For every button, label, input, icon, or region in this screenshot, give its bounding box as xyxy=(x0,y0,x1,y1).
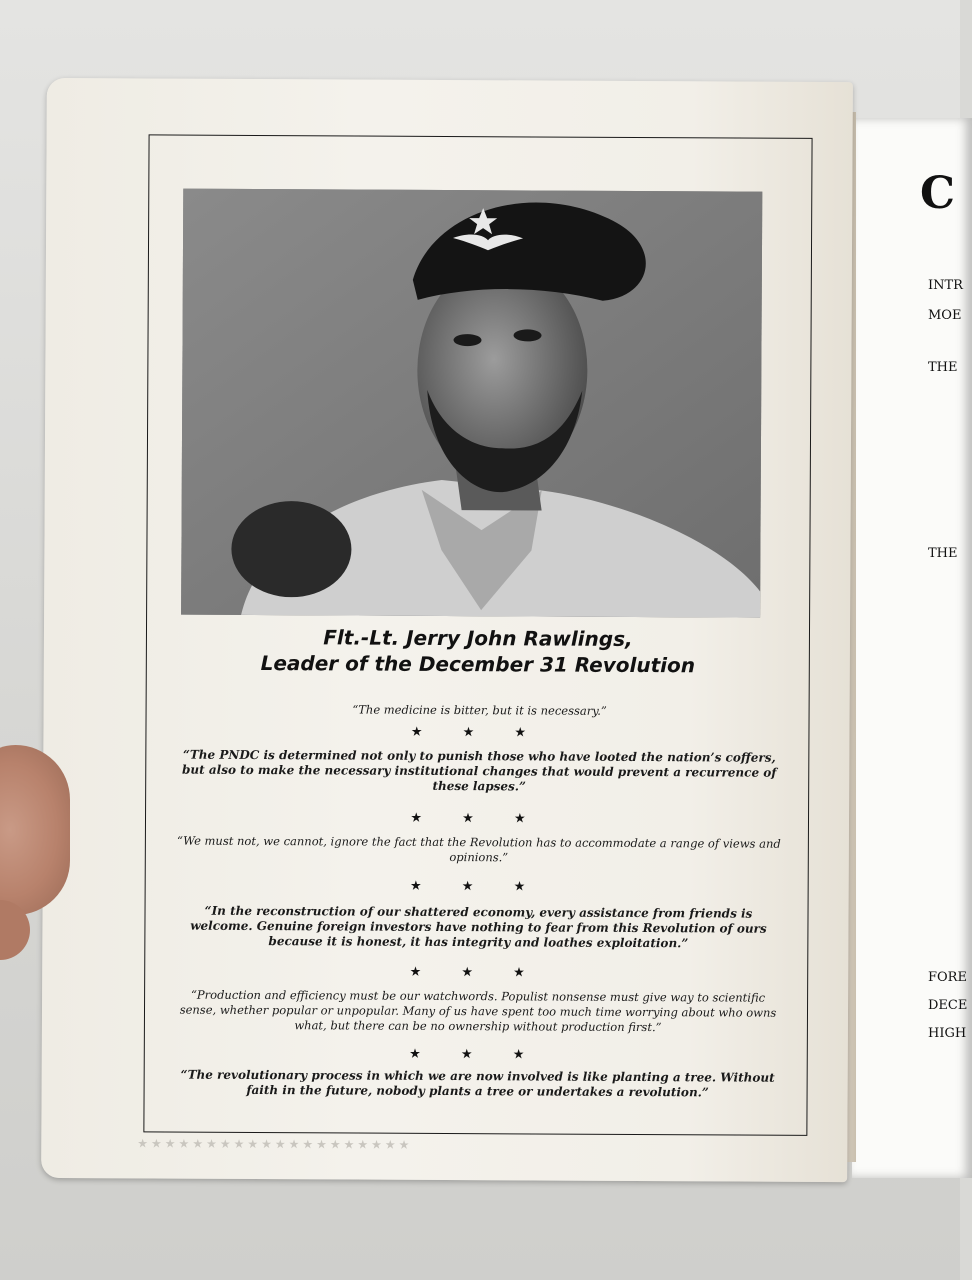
bottom-star-border: ★★★★★★★★★★★★★★★★★★★★ xyxy=(137,1136,413,1152)
caption-line-2: Leader of the December 31 Revolution xyxy=(260,651,696,678)
quote: “The PNDC is determined not only to punish those who have looted the nation’s coffers, but also to make the necessary institutional changes that would prevent a recurrence of these lapses.” xyxy=(182,747,777,794)
toc-item: MOE xyxy=(928,308,962,323)
portrait-illustration xyxy=(181,189,762,618)
portrait-photo xyxy=(181,189,762,618)
quote: “The medicine is bitter, but it is necessary.” xyxy=(352,702,607,718)
quote: “The revolutionary process in which we are now involved is like planting a tree. Without faith in the future, nobody plants a tree or undertakes a revolution.” xyxy=(180,1067,775,1100)
right-page-title: C xyxy=(920,168,957,219)
toc-item: FORE xyxy=(928,970,967,985)
quote: “In the reconstruction of our shattered economy, every assistance from friends is welcome. Genuine foreign investors have nothing to fear from this Revolution of ours because it is honest, it has integrity and loathes exploitation.” xyxy=(190,903,767,951)
toc-item: THE xyxy=(928,546,958,561)
photo-caption xyxy=(147,623,809,678)
right-page xyxy=(852,118,972,1178)
toc-item: HIGH xyxy=(928,1026,967,1041)
star-divider: ★ ★ ★ xyxy=(410,810,544,827)
star-divider: ★ ★ ★ xyxy=(409,964,543,981)
page-frame xyxy=(143,134,812,1135)
quote: “We must not, we cannot, ignore the fact that the Revolution has to accommodate a range of views and opinions.” xyxy=(176,833,781,865)
left-page xyxy=(41,78,853,1182)
star-divider: ★ ★ ★ xyxy=(409,878,544,895)
toc-item: INTR xyxy=(928,278,963,293)
star-divider: ★ ★ ★ xyxy=(409,1046,543,1063)
quote: “Production and efficiency must be our watchwords. Populist nonsense must give way to scientific sense, whether popular or unpopular. Many of us have spent too much time worrying about who owns what, but there can be no ownership without production first.” xyxy=(179,987,777,1035)
caption-line-1: Flt.-Lt. Jerry John Rawlings, xyxy=(323,625,633,651)
toc-item: THE xyxy=(928,360,958,375)
thumb xyxy=(0,745,70,915)
toc-item: DECE xyxy=(928,998,968,1013)
star-divider: ★ ★ ★ xyxy=(410,724,545,741)
